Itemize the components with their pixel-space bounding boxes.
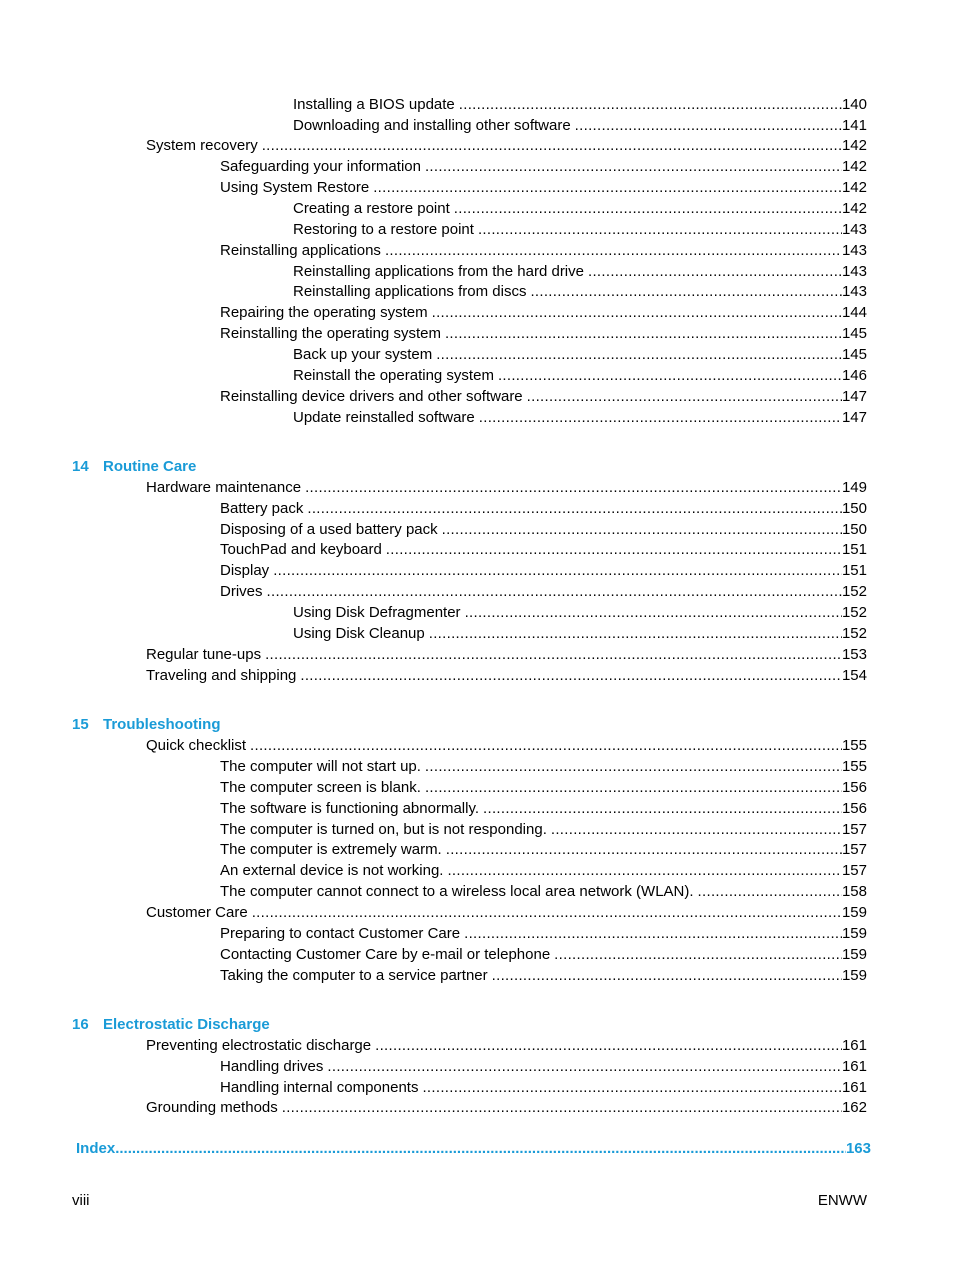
toc-entry[interactable]: The computer cannot connect to a wireless local area network (WLAN). ..... 158 (220, 882, 867, 902)
toc-entry[interactable]: Regular tune-ups ..... 153 (146, 645, 867, 665)
toc-entry[interactable]: Preparing to contact Customer Care ..... 159 (220, 924, 867, 944)
toc-entry[interactable]: TouchPad and keyboard ..... 151 (220, 540, 867, 560)
toc-entry[interactable]: Restoring to a restore point ..... 143 (293, 220, 867, 240)
toc-entry[interactable]: Reinstalling applications from discs ..... 143 (293, 282, 867, 302)
document-code: ENWW (817, 1192, 867, 1209)
toc-entry[interactable]: Installing a BIOS update ..... 140 (293, 95, 867, 115)
toc-entry[interactable]: Safeguarding your information ..... 142 (220, 157, 867, 177)
toc-entry[interactable]: Using System Restore ..... 142 (220, 178, 867, 198)
toc-entry[interactable]: Customer Care ..... 159 (146, 903, 867, 923)
page-number: viii (72, 1192, 90, 1209)
toc-entry[interactable]: The computer is extremely warm. ..... 157 (220, 840, 867, 860)
toc-entry[interactable]: Traveling and shipping ..... 154 (146, 666, 867, 686)
toc-entry[interactable]: The computer will not start up. ..... 155 (220, 757, 867, 777)
chapter-heading[interactable]: 14 Routine Care (72, 458, 197, 475)
toc-entry[interactable]: Back up your system ..... 145 (293, 345, 867, 365)
toc-entry[interactable]: The software is functioning abnormally. ..... 156 (220, 799, 867, 819)
toc-entry[interactable]: Using Disk Cleanup ..... 152 (293, 624, 867, 644)
toc-entry[interactable]: Handling drives ..... 161 (220, 1057, 867, 1077)
chapter-heading[interactable]: 16 Electrostatic Discharge (72, 1016, 270, 1033)
toc-entry[interactable]: Handling internal components ..... 161 (220, 1078, 867, 1098)
toc-entry[interactable]: Contacting Customer Care by e-mail or telephone ..... 159 (220, 945, 867, 965)
toc-entry[interactable]: Reinstalling the operating system ..... 145 (220, 324, 867, 344)
toc-entry[interactable]: Reinstalling device drivers and other software ..... 147 (220, 387, 867, 407)
toc-entry[interactable]: Display ..... 151 (220, 561, 867, 581)
toc-entry[interactable]: Reinstall the operating system ..... 146 (293, 366, 867, 386)
toc-entry[interactable]: Reinstalling applications ..... 143 (220, 241, 867, 261)
toc-entry[interactable]: Creating a restore point ..... 142 (293, 199, 867, 219)
toc-entry[interactable]: Update reinstalled software ..... 147 (293, 408, 867, 428)
toc-entry[interactable]: System recovery ..... 142 (146, 136, 867, 156)
toc-entry[interactable]: An external device is not working. ..... 157 (220, 861, 867, 881)
toc-entry[interactable]: Reinstalling applications from the hard drive ..... 143 (293, 262, 867, 282)
toc-entry[interactable]: Preventing electrostatic discharge ..... 161 (146, 1036, 867, 1056)
toc-entry[interactable]: Taking the computer to a service partner ..... 159 (220, 966, 867, 986)
toc-entry[interactable]: Battery pack ..... 150 (220, 499, 867, 519)
toc-entry[interactable]: Downloading and installing other software ..... 141 (293, 116, 867, 136)
toc-entry[interactable]: Grounding methods ..... 162 (146, 1098, 867, 1118)
toc-entry[interactable]: The computer screen is blank. ..... 156 (220, 778, 867, 798)
toc-entry[interactable]: Using Disk Defragmenter ..... 152 (293, 603, 867, 623)
chapter-heading[interactable]: 15 Troubleshooting (72, 716, 221, 733)
toc-entry[interactable]: Quick checklist ..... 155 (146, 736, 867, 756)
toc-entry[interactable]: Drives ..... 152 (220, 582, 867, 602)
toc-entry[interactable]: Disposing of a used battery pack ..... 150 (220, 520, 867, 540)
toc-entry[interactable]: Repairing the operating system ..... 144 (220, 303, 867, 323)
toc-entry[interactable]: Hardware maintenance ..... 149 (146, 478, 867, 498)
index-entry[interactable]: Index ..... 163 (76, 1139, 871, 1159)
toc-entry[interactable]: The computer is turned on, but is not responding. ..... 157 (220, 820, 867, 840)
